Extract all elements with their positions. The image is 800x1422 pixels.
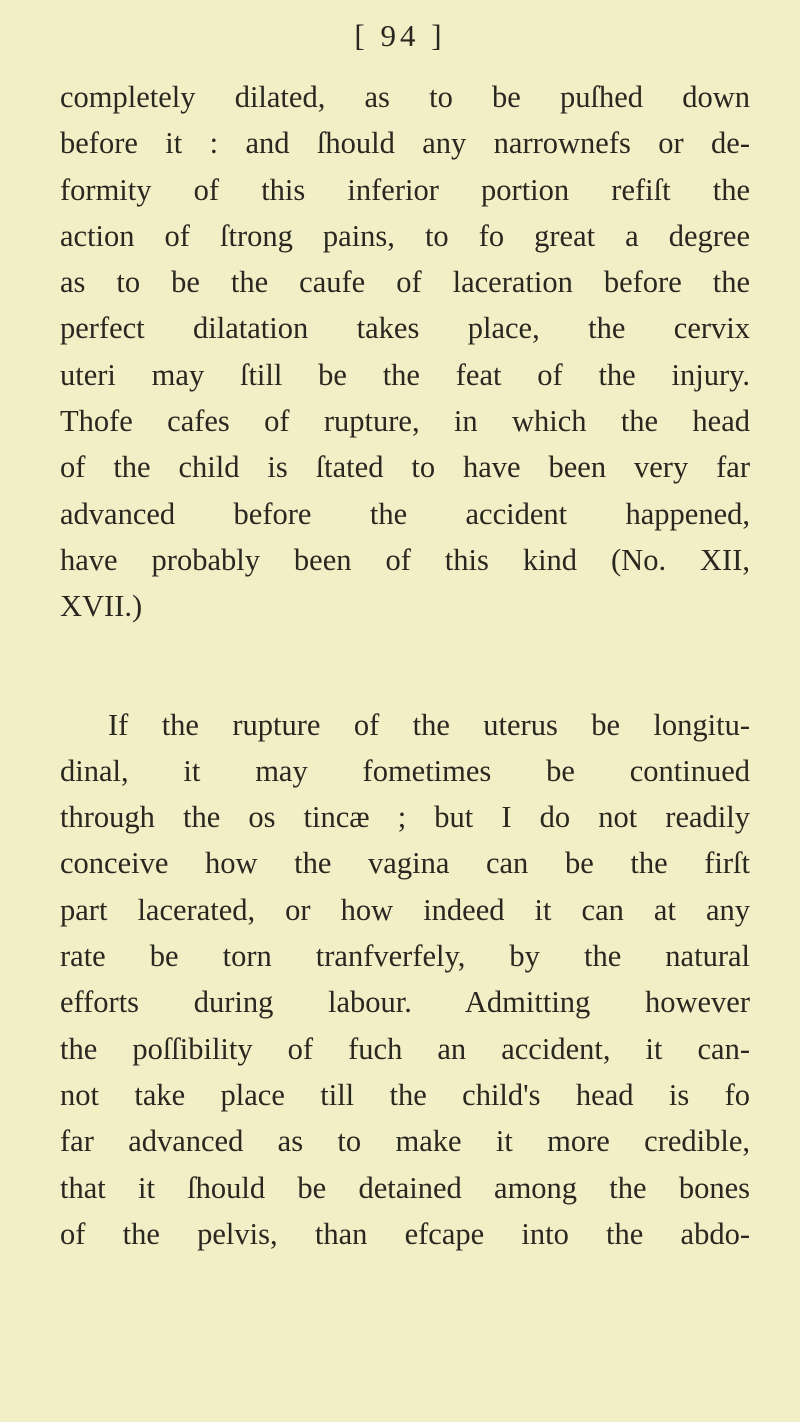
text-line: of the pelvis, than efcape into the abdo- xyxy=(60,1216,750,1251)
text-line: perfect dilatation takes place, the cervix xyxy=(60,311,750,346)
paragraph xyxy=(60,74,750,630)
text-line: part lacerated, or how indeed it can at any xyxy=(60,892,750,927)
text-line: rate be torn tranfverfely, by the natural xyxy=(60,939,750,974)
text-line: before it : and ſhould any narrownefs or de- xyxy=(60,126,750,161)
text-line: as to be the caufe of laceration before the xyxy=(60,265,750,300)
text-line: XVII.) xyxy=(60,589,143,624)
paragraph-spacer xyxy=(60,630,750,702)
text-line: efforts during labour. Admitting however xyxy=(60,985,750,1020)
text-line: the poſſibility of fuch an accident, it can- xyxy=(60,1031,750,1066)
text-line: If the rupture of the uterus be longitu- xyxy=(108,707,750,742)
text-line: of the child is ſtated to have been very far xyxy=(60,450,750,485)
text-line: Thofe cafes of rupture, in which the head xyxy=(60,404,750,439)
text-line: formity of this inferior portion refiſt the xyxy=(60,172,750,207)
text-line: conceive how the vagina can be the firſt xyxy=(60,846,750,881)
body-text xyxy=(60,74,750,1257)
text-line: action of ſtrong pains, to fo great a degree xyxy=(60,218,750,253)
page-number-header: [ 94 ] xyxy=(354,18,446,53)
text-line: completely dilated, as to be puſhed down xyxy=(60,80,750,114)
text-line: dinal, it may fometimes be continued xyxy=(60,753,750,788)
text-line: not take place till the child's head is fo xyxy=(60,1077,750,1112)
text-line: that it ſhould be detained among the bones xyxy=(60,1170,750,1205)
text-line: have probably been of this kind (No. XII, xyxy=(60,542,750,577)
text-line: uteri may ſtill be the feat of the injury. xyxy=(60,357,750,392)
text-line: far advanced as to make it more credible, xyxy=(60,1124,750,1159)
paragraph xyxy=(60,702,750,1258)
text-line: advanced before the accident happened, xyxy=(60,496,750,531)
text-line: through the os tincæ ; but I do not readily xyxy=(60,800,750,835)
